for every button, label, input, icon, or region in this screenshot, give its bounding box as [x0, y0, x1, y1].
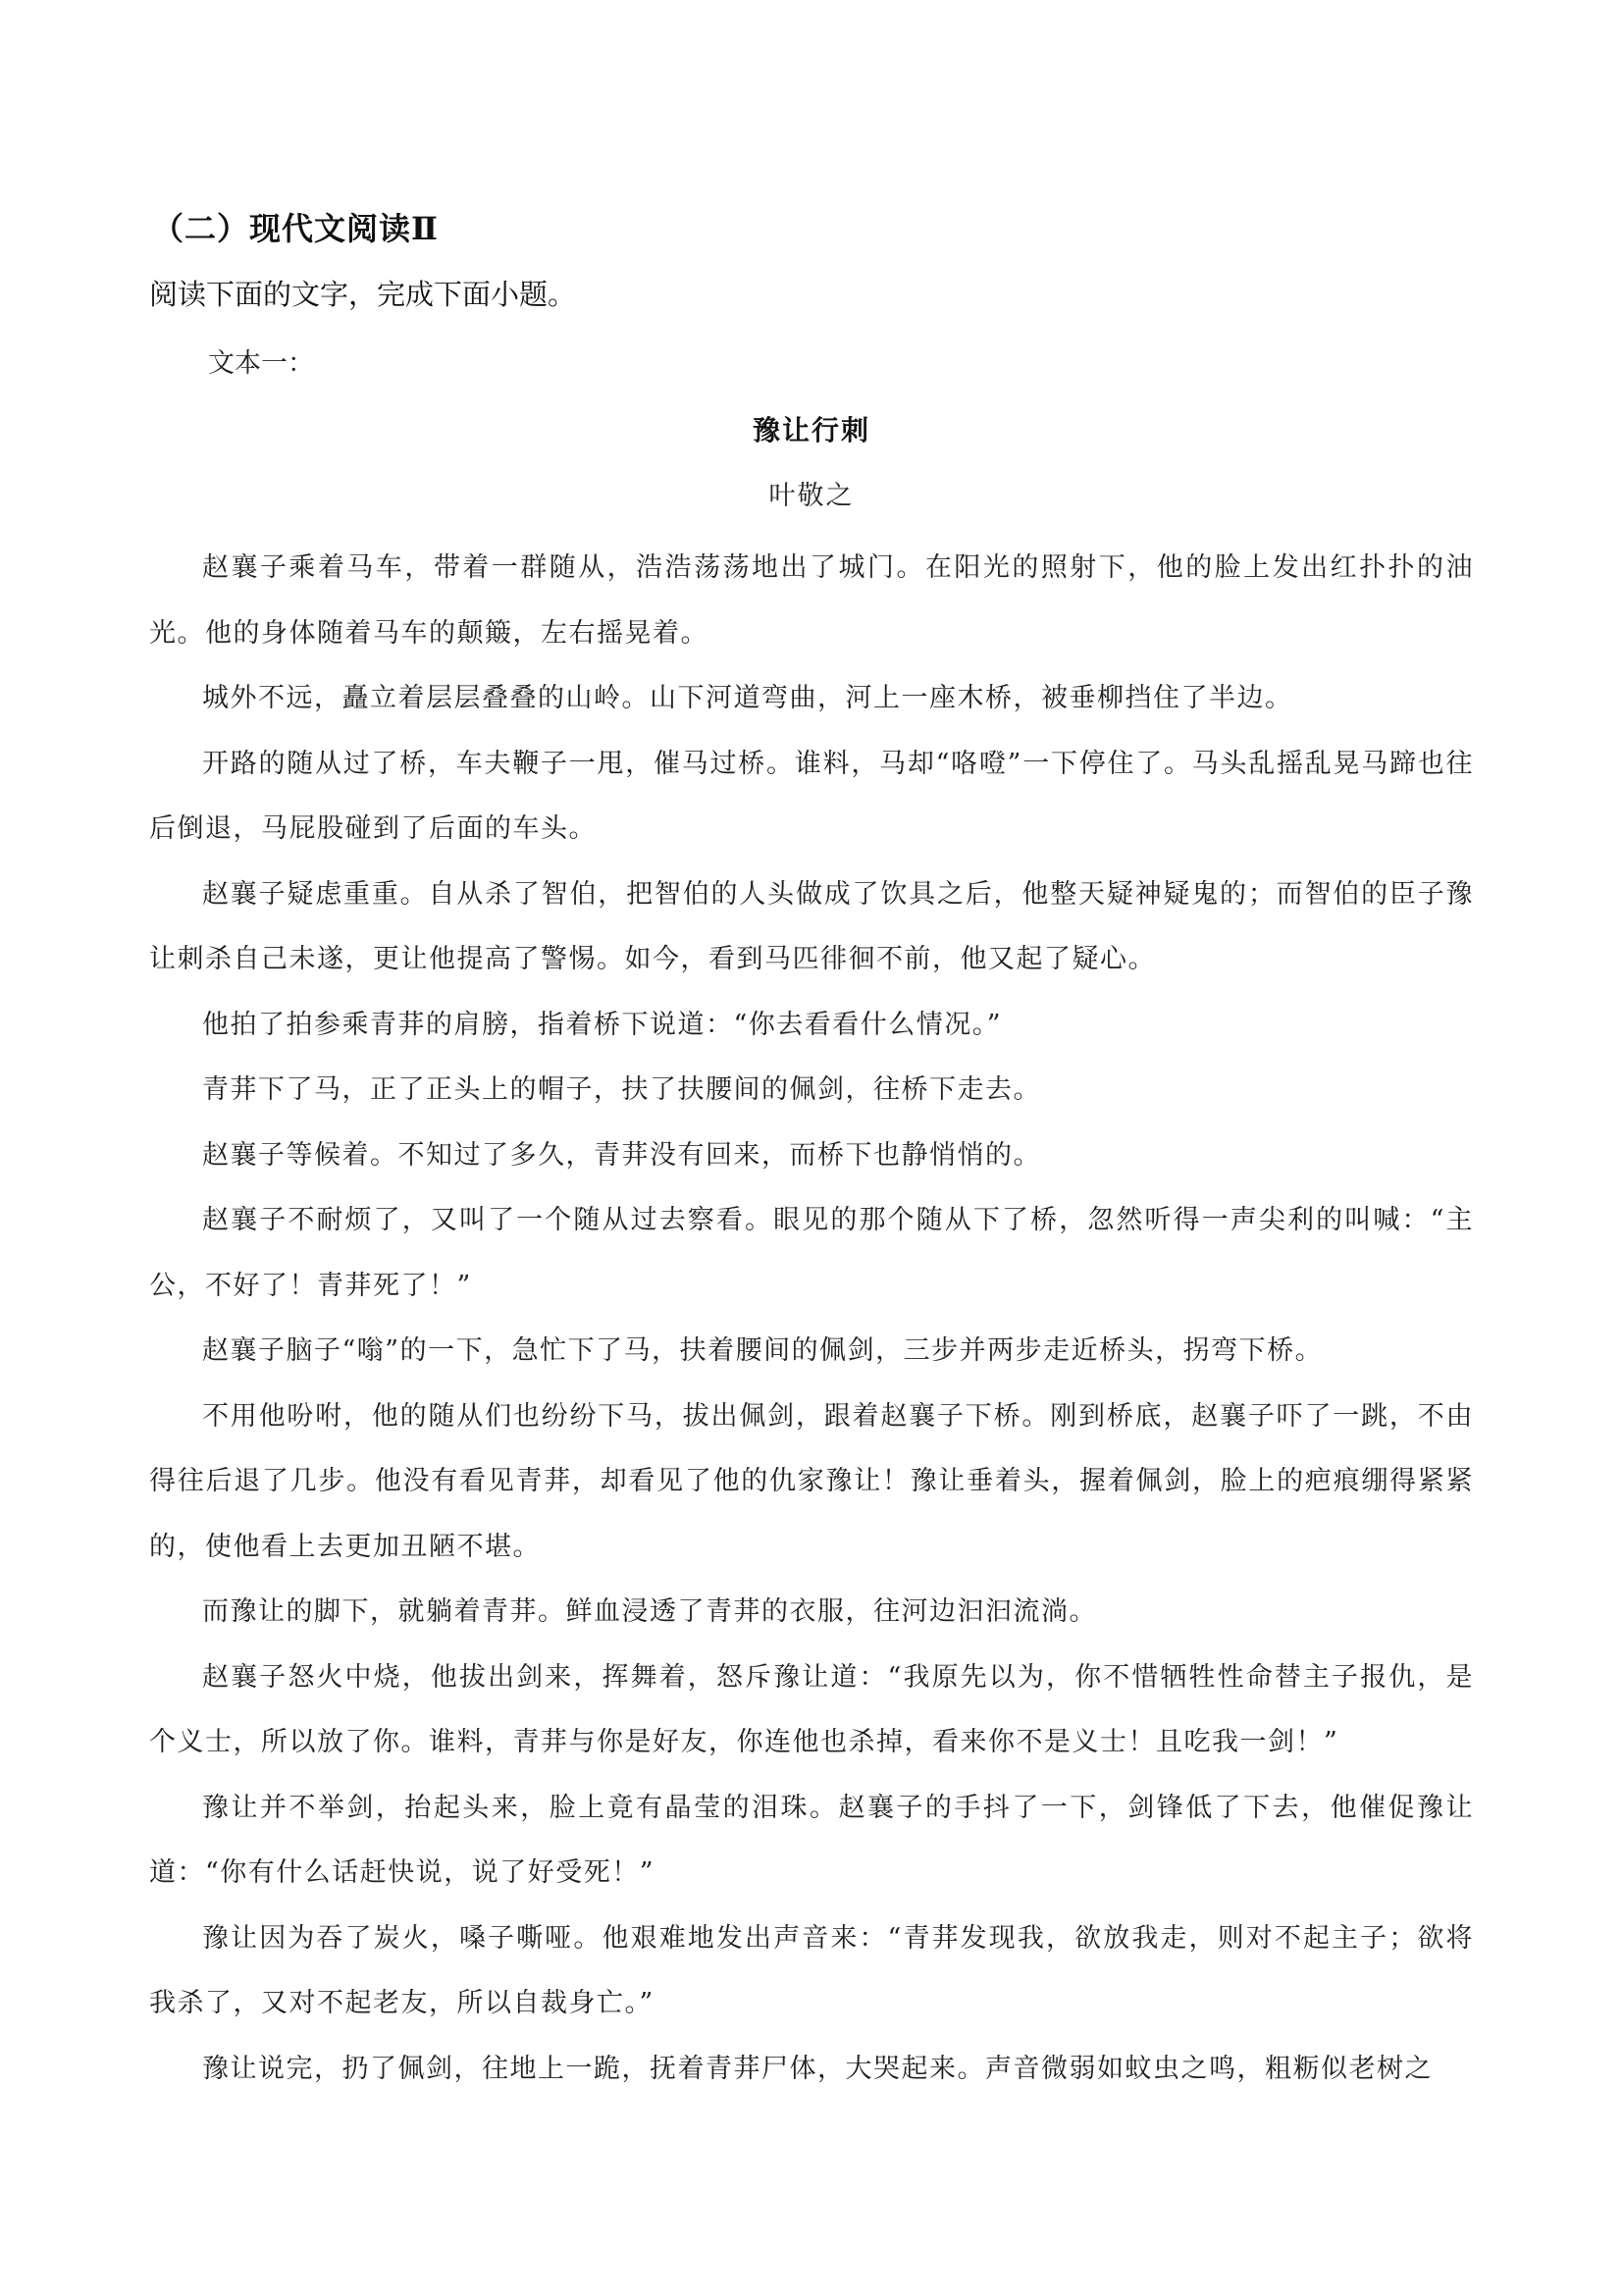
story-body — [149, 536, 1474, 2102]
paragraph: 而豫让的脚下，就躺着青荓。鲜血浸透了青荓的衣服，往河边汩汩流淌。 — [202, 1596, 1097, 1627]
story-title: 豫让行刺 — [752, 414, 870, 446]
paragraph: 青荓下了马，正了正头上的帽子，扶了扶腰间的佩剑，往桥下走去。 — [202, 1074, 1041, 1105]
text-label: 文本一： — [208, 348, 314, 379]
paragraph: 赵襄子脑子“嗡”的一下，急忙下了马，扶着腰间的佩剑，三步并两步走近桥头，拐弯下桥。 — [202, 1335, 1324, 1366]
paragraph: 赵襄子疑虑重重。自从杀了智伯，把智伯的人头做成了饮具之后，他整天疑神疑鬼的；而智伯的臣子豫让刺杀自己未遂，更让他提高了警惕。如今，看到马匹徘徊不前，他又起了疑心。 — [149, 878, 1474, 974]
story-author: 叶敬之 — [768, 481, 855, 511]
paragraph: 赵襄子不耐烦了，又叫了一个随从过去察看。眼见的那个随从下了桥，忽然听得一声尖利的叫喊：“主公，不好了！青荓死了！” — [149, 1205, 1474, 1301]
paragraph: 开路的随从过了桥，车夫鞭子一甩，催马过桥。谁料，马却“咯噔”一下停住了。马头乱摇乱晃马蹄也往后倒退，马屁股碰到了后面的车头。 — [149, 748, 1474, 844]
paragraph: 豫让因为吞了炭火，嗓子嘶哑。他艰难地发出声音来：“青荓发现我，欲放我走，则对不起主子；欲将我杀了，又对不起老友，所以自裁身亡。” — [149, 1922, 1474, 2018]
paragraph: 赵襄子乘着马车，带着一群随从，浩浩荡荡地出了城门。在阳光的照射下，他的脸上发出红扑扑的油光。他的身体随着马车的颠簸，左右摇晃着。 — [149, 552, 1474, 649]
paragraph: 豫让并不举剑，抬起头来，脸上竟有晶莹的泪珠。赵襄子的手抖了一下，剑锋低了下去，他催促豫让道：“你有什么话赶快说，说了好受死！” — [149, 1792, 1474, 1888]
paragraph: 赵襄子等候着。不知过了多久，青荓没有回来，而桥下也静悄悄的。 — [202, 1139, 1041, 1171]
paragraph: 赵襄子怒火中烧，他拔出剑来，挥舞着，怒斥豫让道：“我原先以为，你不惜牺牲性命替主子报仇，是个义士，所以放了你。谁料，青荓与你是好友，你连他也杀掉，看来你不是义士！且吃我一剑！” — [149, 1661, 1474, 1757]
paragraph: 豫让说完，扔了佩剑，往地上一跪，抚着青荓尸体，大哭起来。声音微弱如蚊虫之鸣，粗粝似老树之 — [202, 2053, 1433, 2084]
section-title: （二）现代文阅读Ⅱ — [152, 210, 439, 247]
paragraph: 他拍了拍参乘青荓的肩膀，指着桥下说道：“你去看看什么情况。” — [202, 1009, 1003, 1040]
reading-instruction: 阅读下面的文字，完成下面小题。 — [149, 278, 577, 311]
paragraph: 城外不远，矗立着层层叠叠的山岭。山下河道弯曲，河上一座木桥，被垂柳挡住了半边。 — [202, 683, 1293, 713]
paragraph: 不用他吩咐，他的随从们也纷纷下马，拔出佩剑，跟着赵襄子下桥。刚到桥底，赵襄子吓了一跳，不由得往后退了几步。他没有看见青荓，却看见了他的仇家豫让！豫让垂着头，握着佩剑，脸上的疤痕绷得紧紧的，使他看上去更加丑陋不堪。 — [149, 1400, 1474, 1562]
